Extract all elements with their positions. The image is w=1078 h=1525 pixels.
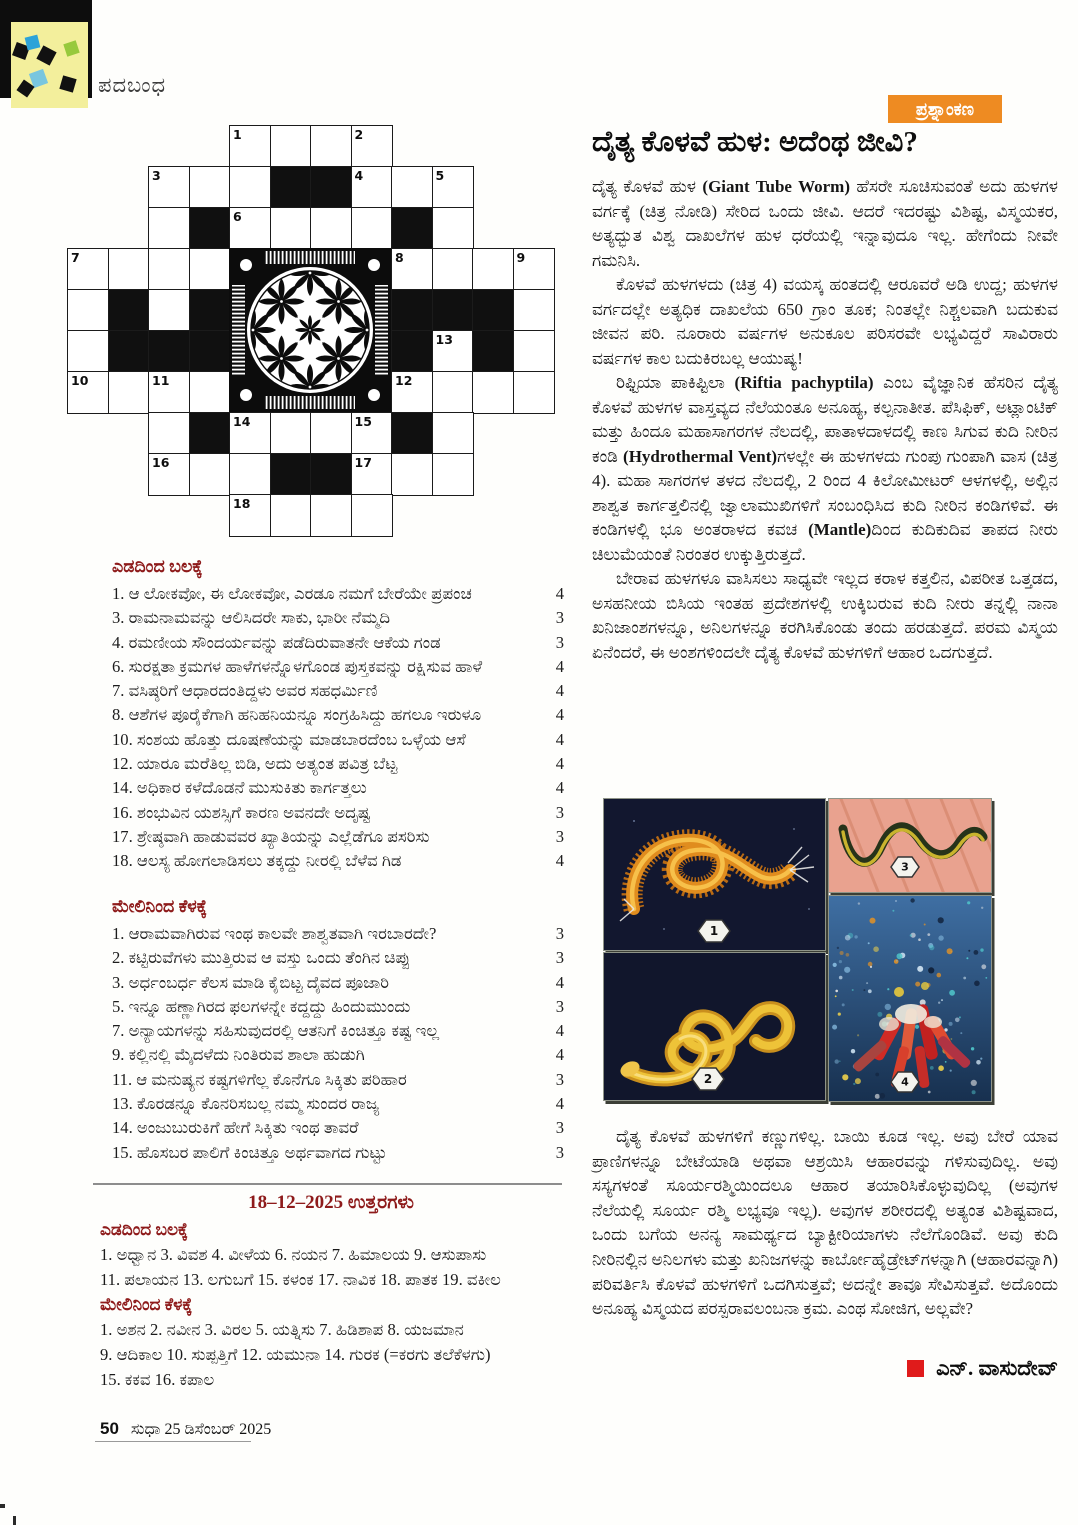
logo-scatter-square (63, 40, 79, 56)
grid-black-cell (391, 289, 433, 332)
clue-item (112, 825, 564, 849)
clue-length: 4 (555, 705, 564, 725)
clue-text: 9. ಕಲ್ಲಿನಲ್ಲಿ ಮೈದಳೆದು ನಿಂತಿರುವ ಶಾಲಾ ಹುಡುಗಿ (112, 1045, 365, 1065)
clue-length: 3 (555, 948, 564, 968)
grid-black-cell (391, 412, 433, 455)
answers-line: 11. ಪಲಾಯನ 13. ಲಗುಬಗೆ 15. ಕಳಂಕ 17. ನಾವಿಕ 18. ಪಾತಕ 19. ವಕೀಲ (100, 1270, 501, 1289)
article-paragraph: ರಿಫ್ಟಿಯಾ ಪಾಕಿಪ್ಟಿಲಾ (Riftia pachyptila) ಎಂಬ ವೈಜ್ಞಾನಿಕ ಹೆಸರಿನ ದೈತ್ಯ ಕೊಳವೆ ಹುಳಗಳ ವಾಸ್ತವ್ಯದ ನೆಲೆಯಂತೂ ಅನೂಹ್ಯ, ಕಲ್ಪನಾತೀತ. ಪೆಸಿಫಿಕ್, ಅಟ್ಲಾಂಟಿಕ್ ಮತ್ತು ಹಿಂದೂ ಮಹಾಸಾಗರಗಳ ನೆಲದಲ್ಲಿ, ಪಾತಾಳದಾಳದಲ್ಲಿ ಕಾಣ ಸಿಗುವ ಕುದಿ ನೀರಿನ ಕಂಡಿ (Hydrothermal Vent)ಗಳಲ್ಲೇ ಈ ಹುಳಗಳದು ಗುಂಪು ಗುಂಪಾಗಿ ವಾಸ (ಚಿತ್ರ 4). ಮಹಾ ಸಾಗರಗಳ ತಳದ ನೆಲದಲ್ಲಿ, 2 ರಿಂದ 4 ಕಿಲೋಮೀಟರ್ ಆಳಗಳಲ್ಲಿ, ಅಲ್ಲಿನ ಶಾಶ್ವತ ಕಾರ್ಗತ್ತಲಿನಲ್ಲಿ ಜ್ವಾಲಾಮುಖಿಗಳಿಗೆ ಸಂಬಂಧಿಸಿದ ಕುದಿ ನೀರಿನ ಕಂಡಿಗಳಿವೆ. ಈ ಕಂಡಿಗಳಲ್ಲಿ ಭೂ ಅಂತರಾಳದ ಕವಚ (Mantle)ದಿಂದ ಕುದಿಕುದಿವ ತಾಪದ ನೀರು ಚಿಲುಮೆಯಂತೆ ನಿರಂತರ ಉಕ್ಕುತ್ತಿರುತ್ತದೆ. (592, 373, 1059, 564)
clue-item (112, 582, 564, 606)
grid-black-cell (391, 207, 433, 250)
grid-number: 18 (233, 496, 251, 511)
answers-section (100, 1192, 562, 1392)
grid-cell (67, 330, 109, 373)
photo-label: 1 (709, 924, 719, 938)
clue-item (112, 703, 564, 727)
grid-cell (513, 330, 555, 373)
clue-text: 7. ವಸಿಷ್ಠರಿಗೆ ಆಧಾರದಂತಿದ್ದಳು ಅವರ ಸಹಧರ್ಮಿಣಿ (112, 681, 378, 701)
grid-black-cell (270, 453, 312, 496)
clue-item (112, 752, 564, 776)
photo-label: 3 (901, 860, 909, 874)
clue-length: 4 (555, 584, 564, 603)
grid-cell (148, 412, 190, 455)
article-paragraph: ದೈತ್ಯ ಕೊಳವೆ ಹುಳ (Giant Tube Worm) ಹೆಸರೇ ಸೂಚಿಸುವಂತೆ ಅದು ಹುಳಗಳ ವರ್ಗಕ್ಕೆ (ಚಿತ್ರ ನೋಡಿ) ಸೇರಿದ ಒಂದು ಜೀವಿ. ಆದರೆ ಇದರಷ್ಟು ವಿಶಿಷ್ಟ, ವಿಸ್ಮಯಕರ, ಅತ್ಯದ್ಭುತ ವಿಶ್ವ ದಾಖಲೆಗಳ ಹುಳ ಧರೆಯಲ್ಲಿ ಇನ್ನಾವುದೂ ಇಲ್ಲ. ಹೇಗೆಂದು ನೀವೇ ಗಮನಿಸಿ. (592, 177, 1058, 270)
answers-line: 15. ಕಕವ 16. ಕಪಾಲ (100, 1370, 215, 1389)
clue-text: 17. ಶ್ರೇಷ್ಠವಾಗಿ ಹಾಡುವವರ ಖ್ಯಾತಿಯನ್ನು ಎಲ್ಲೆಡೆಗೂ ಪಸರಿಸು (112, 826, 430, 846)
grid-cell (148, 289, 190, 332)
clue-length: 4 (555, 681, 564, 701)
grid-cell (310, 207, 352, 250)
clue-item (112, 1019, 564, 1043)
grid-black-cell (189, 207, 231, 250)
article-figure (600, 795, 992, 1103)
clue-text: 8. ಆಶೆಗಳ ಪೂರೈಕೆಗಾಗಿ ಹನಿಹನಿಯನ್ನೂ ಸಂಗ್ರಹಿಸಿದ್ದು ಹಗಲೂ ಇರುಳೂ (112, 705, 482, 725)
grid-number: 5 (435, 168, 445, 183)
down-clues-section (112, 896, 564, 1165)
photo-green-worm-3 (828, 798, 992, 893)
grid-number: 8 (395, 250, 404, 265)
grid-cell (67, 289, 109, 332)
clue-text: 18. ಆಲಸ್ಯ ಹೋಗಲಾಡಿಸಲು ತಕ್ಕದ್ದು ನೀರಲ್ಲಿ ಬೆಳೆವ ಗಿಡ (112, 851, 402, 871)
grid-cell (108, 371, 150, 414)
clue-text: 1. ಆ ಲೋಕವೋ, ಈ ಲೋಕವೋ, ಎರಡೂ ನಮಗೆ ಬೇರೆಯೇ ಪ್ರಪಂಚ (112, 584, 472, 603)
clue-item (112, 1092, 564, 1116)
clue-text: 7. ಅನ್ಯಾಯಗಳನ್ನು ಸಹಿಸುವುದರಲ್ಲಿ ಆತನಿಗೆ ಕಿಂಚಿತ್ತೂ ಕಷ್ಟ ಇಲ್ಲ (112, 1021, 440, 1041)
grid-cell (391, 453, 433, 496)
clue-length: 4 (555, 1021, 564, 1041)
clue-length: 3 (555, 924, 564, 943)
footer-issue-text: ಸುಧಾ 25 ಡಿಸೆಂಬರ್ 2025 (130, 1421, 272, 1438)
clue-item (112, 971, 564, 995)
grid-cell (189, 248, 231, 291)
clue-text: 14. ಅಧಿಕಾರ ಕಳೆದೊಡನೆ ಮುಸುಕಿತು ಕಾರ್ಗತ್ತಲು (112, 778, 367, 798)
logo-scatter-square (36, 45, 56, 65)
clue-item (112, 922, 564, 946)
clue-length: 4 (555, 656, 564, 676)
grid-cell (351, 207, 393, 250)
clue-text: 10. ಸಂಶಯ ಹೊತ್ತು ದೂಷಣೆಯನ್ನು ಮಾಡಬಾರದೆಂಬ ಒಳ್ಳೆಯ ಆಸೆ (112, 729, 466, 749)
grid-black-cell (310, 453, 352, 496)
grid-number: 4 (354, 168, 364, 183)
grid-cell (270, 125, 312, 168)
clue-text: 3. ಅರ್ಧಂಬರ್ಧ ಕೆಲಸ ಮಾಡಿ ಕೈಬಿಟ್ಟ ದೈವದ ಪೂಜಾರಿ (112, 972, 389, 992)
grid-number: 16 (152, 455, 170, 470)
logo-scatter-square (25, 35, 41, 51)
grid-number: 14 (233, 414, 251, 429)
grid-black-cell (189, 289, 231, 332)
article-body (592, 175, 1058, 665)
clue-text: 4. ರಮಣೀಯ ಸೌಂದರ್ಯವನ್ನು ಪಡೆದಿರುವಾತನೇ ಆಕೆಯ ಗಂಡ (112, 632, 441, 652)
across-clues-section (112, 556, 564, 874)
grid-cell (189, 371, 231, 414)
clue-length: 3 (555, 608, 564, 628)
answers-across-heading: ಎಡದಿಂದ ಬಲಕ್ಕೆ (100, 1220, 188, 1239)
grid-number: 13 (435, 332, 453, 347)
logo-scatter-square (59, 75, 76, 92)
grid-cell (189, 166, 231, 209)
grid-cell (432, 207, 474, 250)
grid-cell (391, 166, 433, 209)
grid-cell (432, 412, 474, 455)
page-number: 50 (100, 1419, 119, 1438)
answers-line: 1. ಅಶನ 2. ನವೀನ 3. ವಿರಲ 5. ಯತ್ನಿಸು 7. ಹಿಡಿಶಾಪ 8. ಯಜಮಾನ (100, 1320, 464, 1339)
grid-number: 9 (516, 250, 526, 265)
article-title: ದೈತ್ಯ ಕೊಳವೆ ಹುಳ: ಅದೆಂಥ ಜೀವಿ? (592, 126, 918, 158)
photo-vent-tube-worms-4 (828, 895, 992, 1102)
grid-cell (310, 125, 352, 168)
grid-cell (513, 371, 555, 414)
article-paragraph: ಬೇರಾವ ಹುಳಗಳೂ ವಾಸಿಸಲು ಸಾಧ್ಯವೇ ಇಲ್ಲದ ಕರಾಳ ಕತ್ತಲಿನ, ವಿಪರೀತ ಒತ್ತಡದ, ಅಸಹನೀಯ ಬಿಸಿಯ ಇಂತಹ ಪ್ರದೇಶಗಳಲ್ಲಿ ಉಕ್ಕಿಬರುವ ಕುದಿ ನೀರು ತನ್ನಲ್ಲಿ ನಾನಾ ಖನಿಜಾಂಶಗಳನ್ನೂ, ಅನಿಲಗಳನ್ನೂ ಕರಗಿಸಿಕೊಂಡು ತಂದು ಹರಡುತ್ತದೆ. ಪರಮ ವಿಸ್ಮಯ ಏನೆಂದರೆ, ಈ ಅಂಶಗಳಿಂದಲೇ ದೈತ್ಯ ಕೊಳವೆ ಹುಳಗಳಿಗೆ ಆಹಾರ ಒದಗುತ್ತದೆ. (592, 569, 1058, 662)
photo-label: 4 (901, 1075, 909, 1089)
grid-cell (148, 207, 190, 250)
grid-cell (310, 494, 352, 537)
author-byline (592, 1356, 1058, 1381)
clue-text: 16. ಶಂಭುವಿನ ಯಶಸ್ಸಿಗೆ ಕಾರಣ ಅವನದೇ ಅದೃಷ್ಟ (112, 802, 371, 822)
grid-black-cell (189, 330, 231, 373)
clue-text: 2. ಕಟ್ಟಿರುವೆಗಳು ಮುತ್ತಿರುವ ಆ ವಸ್ತು ಒಂದು ತೆಂಗಿನ ಚಿಪ್ಪು (112, 948, 411, 968)
grid-black-cell (310, 166, 352, 209)
photo-label: 2 (703, 1072, 713, 1086)
answers-down-heading: ಮೇಲಿನಿಂದ ಕೆಳಕ್ಕೆ (100, 1295, 193, 1314)
footer-rule (95, 1441, 251, 1442)
grid-black-cell (148, 330, 190, 373)
grid-black-cell (432, 289, 474, 332)
clue-text: 13. ಕೊರಡನ್ನೂ ಕೊನರಿಸಬಲ್ಲ ನಮ್ಮ ಸುಂದರ ರಾಜ್ಯ (112, 1094, 380, 1114)
clue-length: 4 (555, 754, 564, 774)
clue-length: 4 (555, 729, 564, 749)
grid-number: 12 (395, 373, 413, 388)
grid-black-cell (391, 330, 433, 373)
grid-cell (270, 207, 312, 250)
clue-item (112, 679, 564, 703)
grid-cell (270, 412, 312, 455)
grid-cell (472, 248, 514, 291)
clue-length: 3 (555, 1118, 564, 1138)
grid-cell (189, 453, 231, 496)
clue-length: 3 (555, 826, 564, 846)
grid-cell (432, 248, 474, 291)
grid-number: 15 (354, 414, 372, 429)
clue-text: 12. ಯಾರೂ ಮರೆತಿಲ್ಲ ಬಿಡಿ, ಅದು ಅತ್ಯಂತ ಪವಿತ್ರ ಬೆಟ್ಟ (112, 754, 398, 774)
grid-number: 7 (71, 250, 80, 265)
grid-black-cell (108, 289, 150, 332)
grid-cell (270, 494, 312, 537)
grid-black-cell (189, 412, 231, 455)
grid-number: 10 (71, 373, 89, 388)
masthead-logo-yellow-square (11, 22, 88, 108)
clue-text: 1. ಆರಾಮವಾಗಿರುವ ಇಂಥ ಕಾಲವೇ ಶಾಶ್ವತವಾಗಿ ಇರಬಾರದೇ? (112, 924, 437, 943)
article-body-continued (592, 1125, 1058, 1322)
crossword-center-medallion (229, 248, 391, 412)
clue-item (112, 655, 564, 679)
clue-item (112, 849, 564, 873)
crossword-grid (67, 125, 555, 537)
grid-cell (432, 453, 474, 496)
clue-text: 5. ಇನ್ನೂ ಹಣ್ಣಾಗಿರದ ಫಲಗಳನ್ನೇ ಕದ್ದದ್ದು ಹಿಂದುಮುಂದು (112, 996, 411, 1016)
clue-length: 4 (555, 1045, 564, 1065)
clue-item (112, 1141, 564, 1165)
clue-length: 3 (555, 802, 564, 822)
clue-item (112, 801, 564, 825)
grid-cell (351, 494, 393, 537)
clue-length: 4 (555, 1094, 564, 1114)
clue-item (112, 995, 564, 1019)
grid-number: 3 (152, 168, 161, 183)
clue-item (112, 1068, 564, 1092)
clue-text: 6. ಸುರಕ್ಷತಾ ಕ್ರಮಗಳ ಹಾಳೆಗಳನ್ನೊಳಗೊಂಡ ಪುಸ್ತಕವನ್ನು ರಕ್ಷಿಸುವ ಹಾಳೆ (112, 656, 483, 676)
grid-number: 2 (354, 127, 364, 142)
grid-cell (310, 412, 352, 455)
grid-cell (229, 166, 271, 209)
clue-text: 14. ಅಂಜುಬುರುಕಿಗೆ ಹೇಗೆ ಸಿಕ್ಕಿತು ಇಂಥ ತಾವರೆ (112, 1118, 359, 1138)
answers-title: 18–12–2025 ಉತ್ತರಗಳು (248, 1192, 414, 1213)
clue-length: 3 (555, 632, 564, 652)
grid-black-cell (108, 330, 150, 373)
answers-line: 9. ಆದಿಕಾಲ 10. ಸುಪ್ಪತ್ತಿಗೆ 12. ಯಮುನಾ 14. ಗುರಕ (=ಕರಗು ತಲೆಕೆಳಗು) (100, 1345, 491, 1364)
down-clues-heading: ಮೇಲಿನಿಂದ ಕೆಳಕ್ಕೆ (112, 896, 208, 916)
clue-item (112, 728, 564, 752)
article-paragraph: ದೈತ್ಯ ಕೊಳವೆ ಹುಳಗಳಿಗೆ ಕಣ್ಣುಗಳಿಲ್ಲ. ಬಾಯಿ ಕೂಡ ಇಲ್ಲ. ಅವು ಬೇರೆ ಯಾವ ಪ್ರಾಣಿಗಳನ್ನೂ ಬೇಟೆಯಾಡಿ ಅಥವಾ ಆಶ್ರಯಿಸಿ ಆಹಾರವನ್ನು ಗಳಿಸುವುದಿಲ್ಲ. ಅವು ಸಸ್ಯಗಳಂತೆ ಸೂರ್ಯರಶ್ಮಿಯಿಂದಲೂ ಆಹಾರ ತಯಾರಿಸಿಕೊಳ್ಳುವುದಿಲ್ಲ (ಅವುಗಳ ನೆಲೆಯಲ್ಲಿ ಸೂರ್ಯ ರಶ್ಮಿ ಲಭ್ಯವೂ ಇಲ್ಲ). ಅವುಗಳ ಶರೀರದಲ್ಲಿ ಅತ್ಯಂತ ವಿಶಿಷ್ಟವಾದ, ಒಂದು ಬಗೆಯ ಅನನ್ಯ ಸಾಮರ್ಥ್ಯದ ಬ್ಯಾಕ್ಟೀರಿಯಾಗಳು ನೆಲೆಗೊಂಡಿವೆ. ಅವು ಕುದಿ ನೀರಿನಲ್ಲಿನ ಅನಿಲಗಳು ಮತ್ತು ಖನಿಜಗಳನ್ನು ಕಾರ್ಬೋಹೈಡ್ರೇಟ್‌ಗಳನ್ನಾಗಿ (ಆಹಾರವನ್ನಾಗಿ) ಪರಿವರ್ತಿಸಿ ಕೊಳವೆ ಹುಳಗಳಿಗೆ ಒದಗಿಸುತ್ತವೆ; ಅದನ್ನೇ ತಾವೂ ಸೇವಿಸುತ್ತವೆ. ಅದೊಂದು ಅನೂಹ್ಯ ವಿಸ್ಮಯದ ಪರಸ್ಪರಾವಲಂಬನಾ ಕ್ರಮ. ಎಂಥ ಸೋಜಿಗ, ಅಲ್ಲವೇ? (592, 1127, 1058, 1319)
clue-length: 3 (555, 996, 564, 1016)
grid-number: 6 (233, 209, 242, 224)
clue-text: 3. ರಾಮನಾಮವನ್ನು ಆಲಿಸಿದರೇ ಸಾಕು, ಭಾರೀ ನೆಮ್ಮದಿ (112, 608, 391, 628)
grid-number: 1 (233, 127, 242, 142)
grid-number: 11 (152, 373, 170, 388)
clue-length: 4 (555, 778, 564, 798)
clue-item (112, 1043, 564, 1067)
grid-black-cell (270, 166, 312, 209)
across-clues-heading: ಎಡದಿಂದ ಬಲಕ್ಕೆ (112, 556, 203, 576)
clue-item (112, 1116, 564, 1140)
clue-text: 15. ಹೊಸಬರ ಪಾಲಿಗೆ ಕಿಂಚಿತ್ತೂ ಅರ್ಥವಾಗದ ಗುಟ್ಟು (112, 1142, 387, 1162)
answers-line: 1. ಅಧ್ವಾನ 3. ವಿವಶ 4. ವೀಳೆಯ 6. ನಯನ 7. ಹಿಮಾಲಯ 9. ಆಸುಪಾಸು (100, 1245, 487, 1264)
page-edge-mark (0, 1504, 5, 1508)
clue-length: 3 (555, 1069, 564, 1089)
grid-cell (108, 248, 150, 291)
photo-bristle-worm-1 (603, 798, 826, 951)
author-red-square-icon (907, 1360, 924, 1377)
grid-black-cell (472, 330, 514, 373)
clue-item (112, 776, 564, 800)
grid-cell (432, 371, 474, 414)
masthead-title: ಪದಬಂಧ (98, 74, 167, 97)
author-name: ಎನ್. ವಾಸುದೇವ್ (936, 1356, 1058, 1380)
answers-divider (93, 1183, 562, 1185)
clue-item (112, 631, 564, 655)
grid-cell (229, 453, 271, 496)
grid-number: 17 (354, 455, 372, 470)
page-edge-mark (13, 1516, 16, 1525)
clue-text: 11. ಆ ಮನುಷ್ಯನ ಕಷ್ಟಗಳಿಗೆಲ್ಲ ಕೊನೆಗೂ ಸಿಕ್ಕಿತು ಪರಿಹಾರ (112, 1069, 407, 1089)
grid-black-cell (472, 289, 514, 332)
clue-item (112, 946, 564, 970)
clue-length: 4 (555, 851, 564, 871)
page-footer (100, 1419, 271, 1439)
clue-item (112, 606, 564, 630)
grid-cell (513, 289, 555, 332)
article-paragraph: ಕೊಳವೆ ಹುಳಗಳದು (ಚಿತ್ರ 4) ವಯಸ್ಕ ಹಂತದಲ್ಲಿ ಆರೂವರೆ ಅಡಿ ಉದ್ದ; ಹುಳಗಳ ವರ್ಗದಲ್ಲೇ ಅತ್ಯಧಿಕ ದಾಖಲೆಯ 650 ಗ್ರಾಂ ತೂಕ; ನಿಂತಲ್ಲೇ ನಿಶ್ಚಲವಾಗಿ ಬದುಕುವ ಜೀವನ ಪರಿ. ನೂರಾರು ವರ್ಷಗಳ ಅನುಕೂಲ ಪರಿಸರವೇ ಲಭ್ಯವಿದ್ದರೆ ಸಾವಿರಾರು ವರ್ಷಗಳ ಕಾಲ ಬದುಕಿರಬಲ್ಲ ಆಯುಷ್ಯ! (592, 275, 1058, 368)
column-badge: ಪ್ರಶ್ನಾಂಕಣ (888, 95, 1002, 123)
grid-cell (472, 371, 514, 414)
photo-coiled-worm-2 (603, 952, 826, 1101)
clue-length: 4 (555, 972, 564, 992)
grid-cell (148, 248, 190, 291)
clue-length: 3 (555, 1142, 564, 1162)
